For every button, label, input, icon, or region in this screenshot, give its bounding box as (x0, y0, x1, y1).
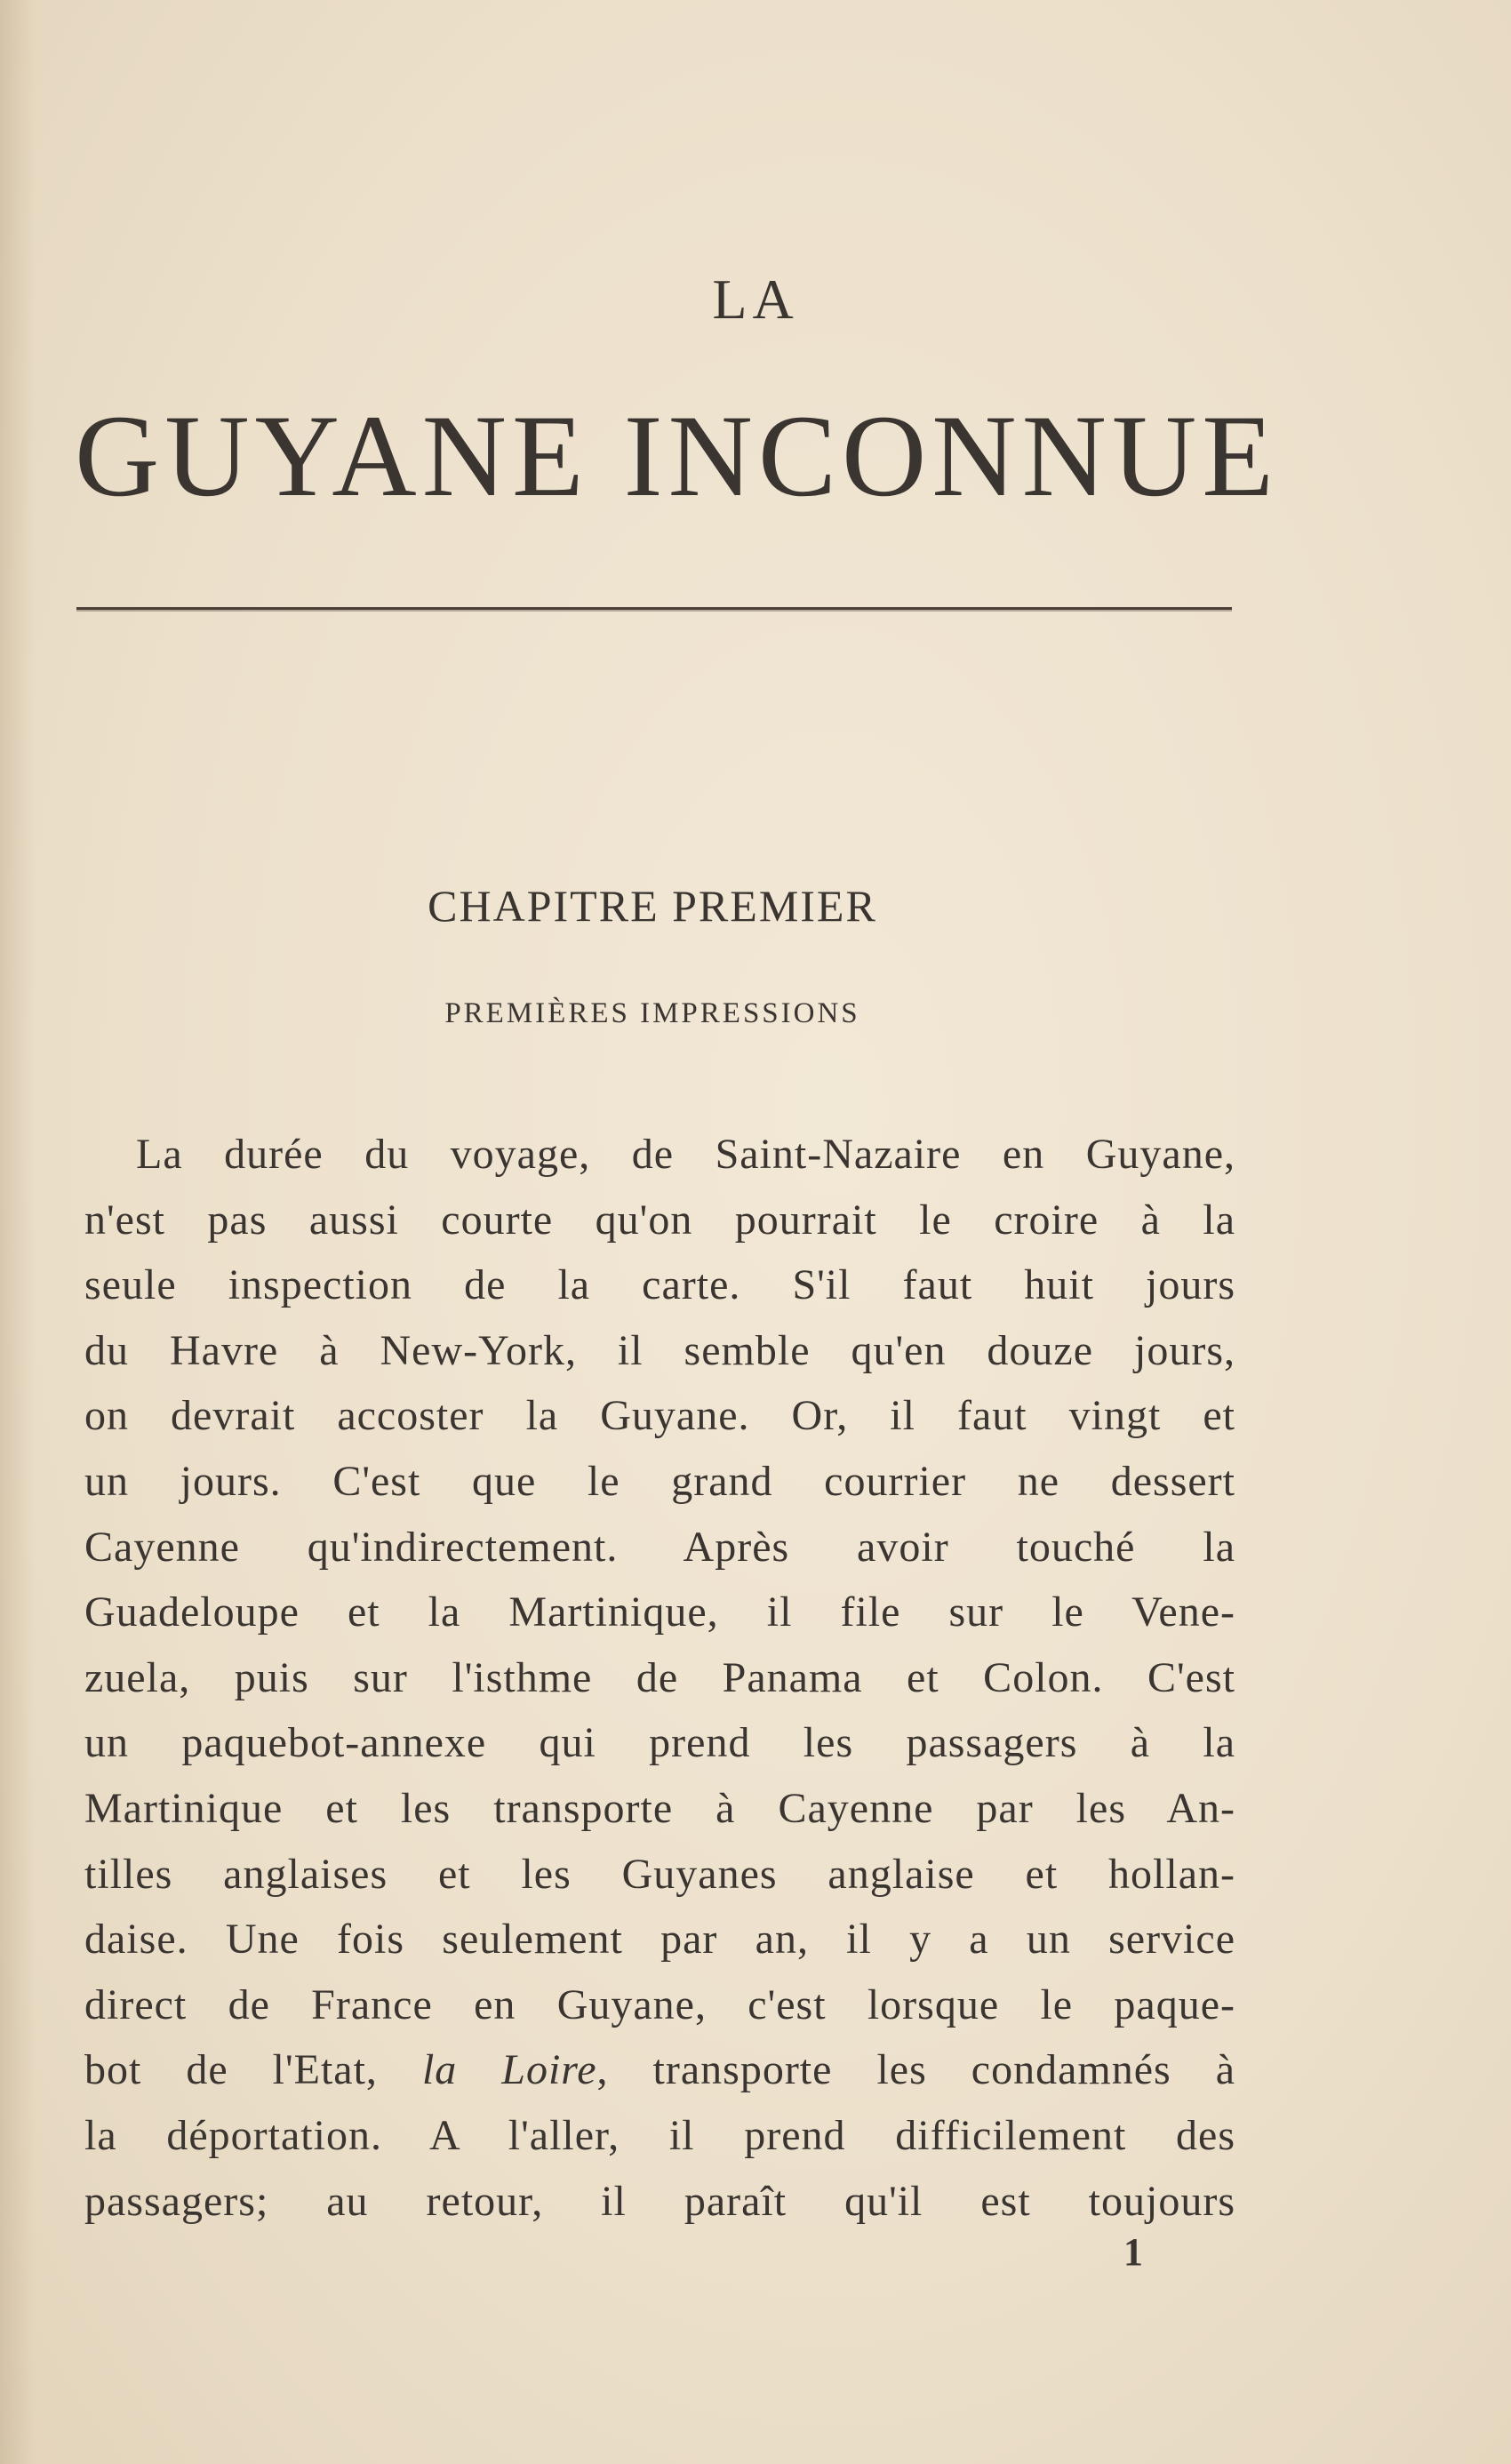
text-line: La durée du voyage, de Saint-Nazaire en Guyane, (136, 1131, 1235, 1178)
text-line: tilles anglaises et les Guyanes anglaise et hollan- (84, 1850, 1235, 1898)
ship-name: la Loire (421, 2046, 597, 2094)
text-line: direct de France en Guyane, c'est lorsque le paque- (84, 1980, 1235, 2028)
text-line: un jours. C'est que le grand courrier ne dessert (84, 1457, 1235, 1505)
text-line: un paquebot-annexe qui prend les passagers à la (84, 1719, 1235, 1767)
book-title: GUYANE INCONNUE (75, 390, 1279, 521)
chapter-heading: CHAPITRE PREMIER (428, 881, 877, 931)
text-line: Cayenne qu'indirectement. Après avoir touché la (84, 1523, 1235, 1571)
text-line: zuela, puis sur l'isthme de Panama et Colon. C'est (84, 1653, 1235, 1701)
text-line: n'est pas aussi courte qu'on pourrait le croire à la (84, 1196, 1235, 1244)
title-article: LA (712, 268, 799, 331)
text-line: on devrait accoster la Guyane. Or, il faut vingt et (84, 1392, 1235, 1440)
chapter-subtitle: PREMIÈRES IMPRESSIONS (444, 997, 860, 1029)
title-divider (76, 607, 1232, 610)
text-line: la déportation. A l'aller, il prend difficilement des (84, 2111, 1235, 2159)
text-line: bot de l'Etat, la Loire, transporte les condamnés à (84, 2046, 1236, 2094)
text-line: daise. Une fois seulement par an, il y a un service (84, 1916, 1235, 1964)
text-line: du Havre à New-York, il semble qu'en douze jours, (84, 1326, 1235, 1374)
spine-shadow (0, 0, 36, 2464)
body-paragraph (84, 1122, 1235, 2234)
text-line: passagers; au retour, il paraît qu'il est toujours (84, 2177, 1235, 2225)
page-number: 1 (1123, 2230, 1143, 2274)
text-line: Martinique et les transporte à Cayenne par les An- (84, 1784, 1235, 1832)
text-line: seule inspection de la carte. S'il faut huit jours (84, 1261, 1235, 1309)
text-line: Guadeloupe et la Martinique, il file sur le Vene- (84, 1588, 1235, 1636)
